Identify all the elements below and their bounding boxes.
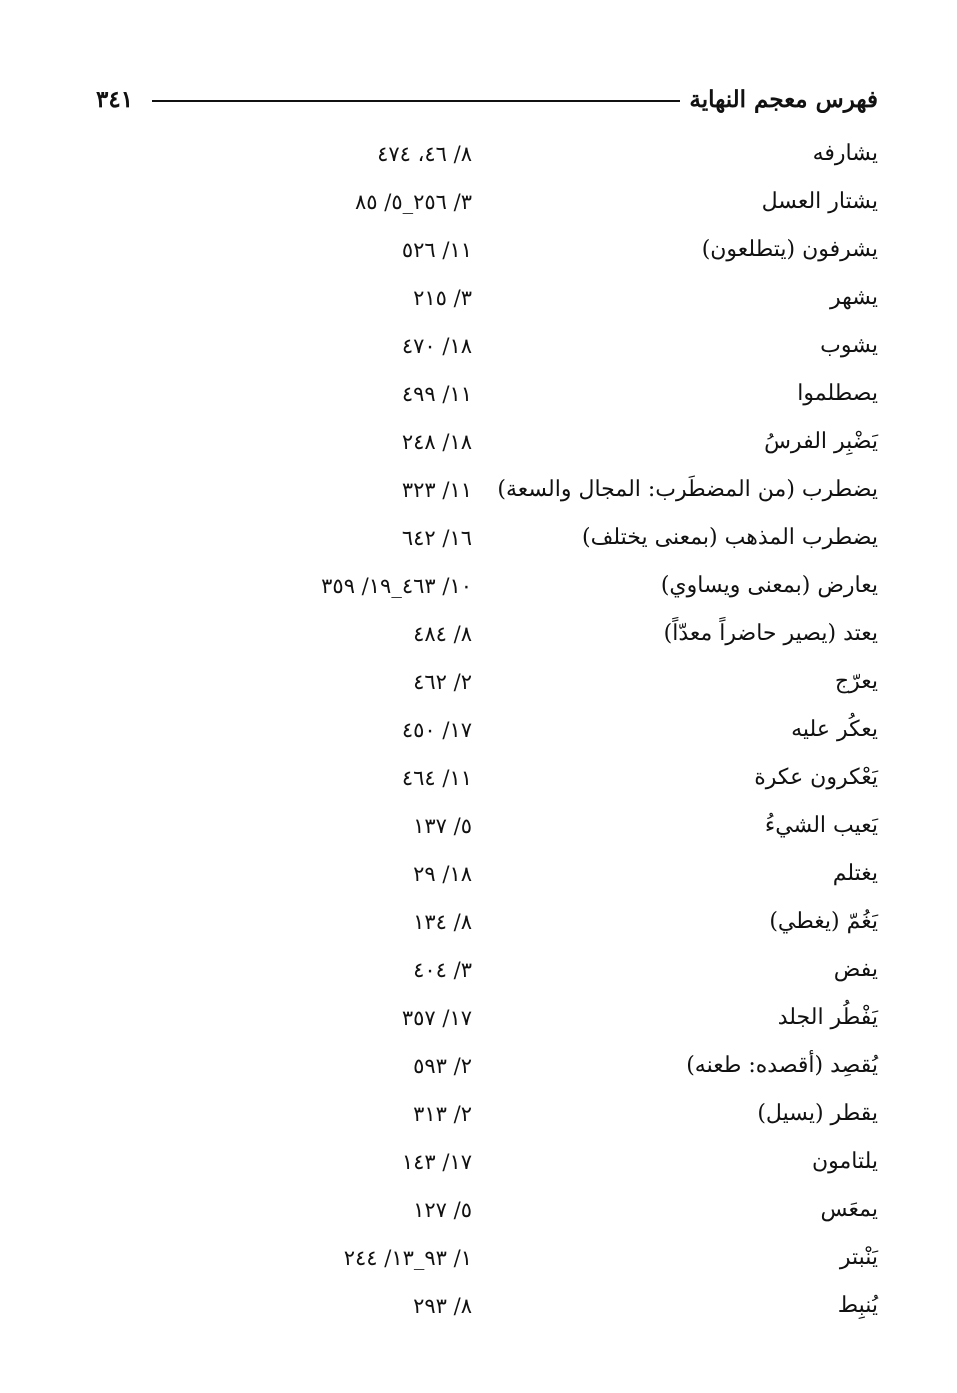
- entry-reference: ١٨/ ٢٩: [413, 862, 472, 886]
- entry-reference: ١٧/ ٣٥٧: [401, 1006, 472, 1030]
- entry-term: يلتامون: [811, 1149, 878, 1174]
- index-entry: [280, 370, 878, 418]
- index-entry: [280, 1090, 878, 1138]
- entry-reference: ٣/ ٢١٥: [413, 286, 472, 310]
- entry-reference: ١٧/ ١٤٣: [401, 1150, 472, 1174]
- index-entry: [280, 706, 878, 754]
- entry-term: يعكُر عليه: [791, 717, 878, 742]
- index-entry: [280, 274, 878, 322]
- index-entry: [280, 1234, 878, 1282]
- index-entry: [280, 658, 878, 706]
- index-entry: [280, 1282, 878, 1330]
- index-entry: [280, 850, 878, 898]
- entry-term: يمعَس: [820, 1197, 878, 1222]
- entry-reference: ٢/ ٣١٣: [413, 1102, 472, 1126]
- entry-term: يُقصِد (أقصده: طعنه): [686, 1053, 878, 1078]
- entry-term: يُنبِط: [837, 1293, 878, 1318]
- index-entry: [280, 1186, 878, 1234]
- entry-term: يَغُمّ (يغطي): [769, 909, 878, 934]
- index-entry: [280, 946, 878, 994]
- entry-term: يَضْبِر الفرسُ: [764, 429, 878, 454]
- entry-term: يعتد (يصير حاضراً معدّاً): [663, 621, 878, 646]
- entry-term: يشارفه: [812, 141, 878, 166]
- entry-reference: ١٨/ ٤٧٠: [401, 334, 472, 358]
- entry-reference: ١/ ٩٣_١٣/ ٢٤٤: [343, 1246, 472, 1270]
- entry-term: يعرّج: [834, 669, 878, 694]
- entry-reference: ٣/ ٤٠٤: [413, 958, 472, 982]
- index-entry: [280, 466, 878, 514]
- entry-term: يقطر (يسيل): [757, 1101, 878, 1126]
- entry-term: يفض: [833, 957, 878, 982]
- index-entry: [280, 898, 878, 946]
- index-entry: [280, 994, 878, 1042]
- page-number: ٣٤١: [96, 86, 134, 113]
- index-entry: [280, 1042, 878, 1090]
- index-entry: [280, 802, 878, 850]
- index-entry: [280, 754, 878, 802]
- entry-term: يغتلم: [832, 861, 878, 886]
- entry-term: يعارض (بمعنى ويساوي): [660, 573, 878, 598]
- entry-reference: ١٧/ ٤٥٠: [401, 718, 472, 742]
- entry-reference: ٥/ ١٢٧: [413, 1198, 472, 1222]
- header-rule: [152, 100, 680, 102]
- index-entry: [280, 562, 878, 610]
- entry-reference: ٨/ ٢٩٣: [413, 1294, 472, 1318]
- entry-term: يضطرب المذهب (بمعنى يختلف): [582, 525, 878, 550]
- entry-reference: ٢/ ٥٩٣: [413, 1054, 472, 1078]
- index-entry: [280, 418, 878, 466]
- entry-reference: ٨/ ٤٦، ٤٧٤: [377, 142, 472, 166]
- entry-reference: ١٨/ ٢٤٨: [401, 430, 472, 454]
- entry-reference: ١١/ ٣٢٣: [401, 478, 472, 502]
- running-header: [96, 80, 878, 120]
- entry-term: يَعيب الشيءُ: [764, 813, 878, 838]
- entry-reference: ١٦/ ٦٤٢: [401, 526, 472, 550]
- index-entry: [280, 178, 878, 226]
- entry-reference: ١٠/ ٤٦٣_١٩/ ٣٥٩: [321, 574, 472, 598]
- index-entry: [280, 1138, 878, 1186]
- entry-reference: ٨/ ٤٨٤: [413, 622, 472, 646]
- index-entry: [280, 226, 878, 274]
- entry-reference: ١١/ ٤٦٤: [401, 766, 472, 790]
- entry-term: يشتار العسل: [761, 189, 878, 214]
- entry-term: يَنْبتر: [839, 1245, 878, 1270]
- index-entry: [280, 130, 878, 178]
- entry-reference: ١١/ ٤٩٩: [401, 382, 472, 406]
- index-entry: [280, 610, 878, 658]
- entry-reference: ٢/ ٤٦٢: [413, 670, 472, 694]
- entry-term: يَعْكرون عكرة: [754, 765, 878, 790]
- header-title: فهرس معجم النهاية: [689, 86, 878, 113]
- entry-term: يشهر: [829, 285, 878, 310]
- entry-term: يشوب: [820, 333, 878, 358]
- index-entry: [280, 514, 878, 562]
- entry-term: يصطلموا: [797, 381, 878, 406]
- index-entry: [280, 322, 878, 370]
- entry-reference: ٨/ ١٣٤: [413, 910, 472, 934]
- entry-term: يَفْطُر الجلد: [777, 1005, 878, 1030]
- entry-reference: ٥/ ١٣٧: [413, 814, 472, 838]
- entry-term: يشرفون (يتطلعون): [701, 237, 878, 262]
- entry-reference: ٣/ ٢٥٦_٥/ ٨٥: [355, 190, 472, 214]
- entry-reference: ١١/ ٥٢٦: [401, 238, 472, 262]
- index-entries: [280, 130, 878, 1330]
- entry-term: يضطرب (من المضطَرب: المجال والسعة): [497, 477, 878, 502]
